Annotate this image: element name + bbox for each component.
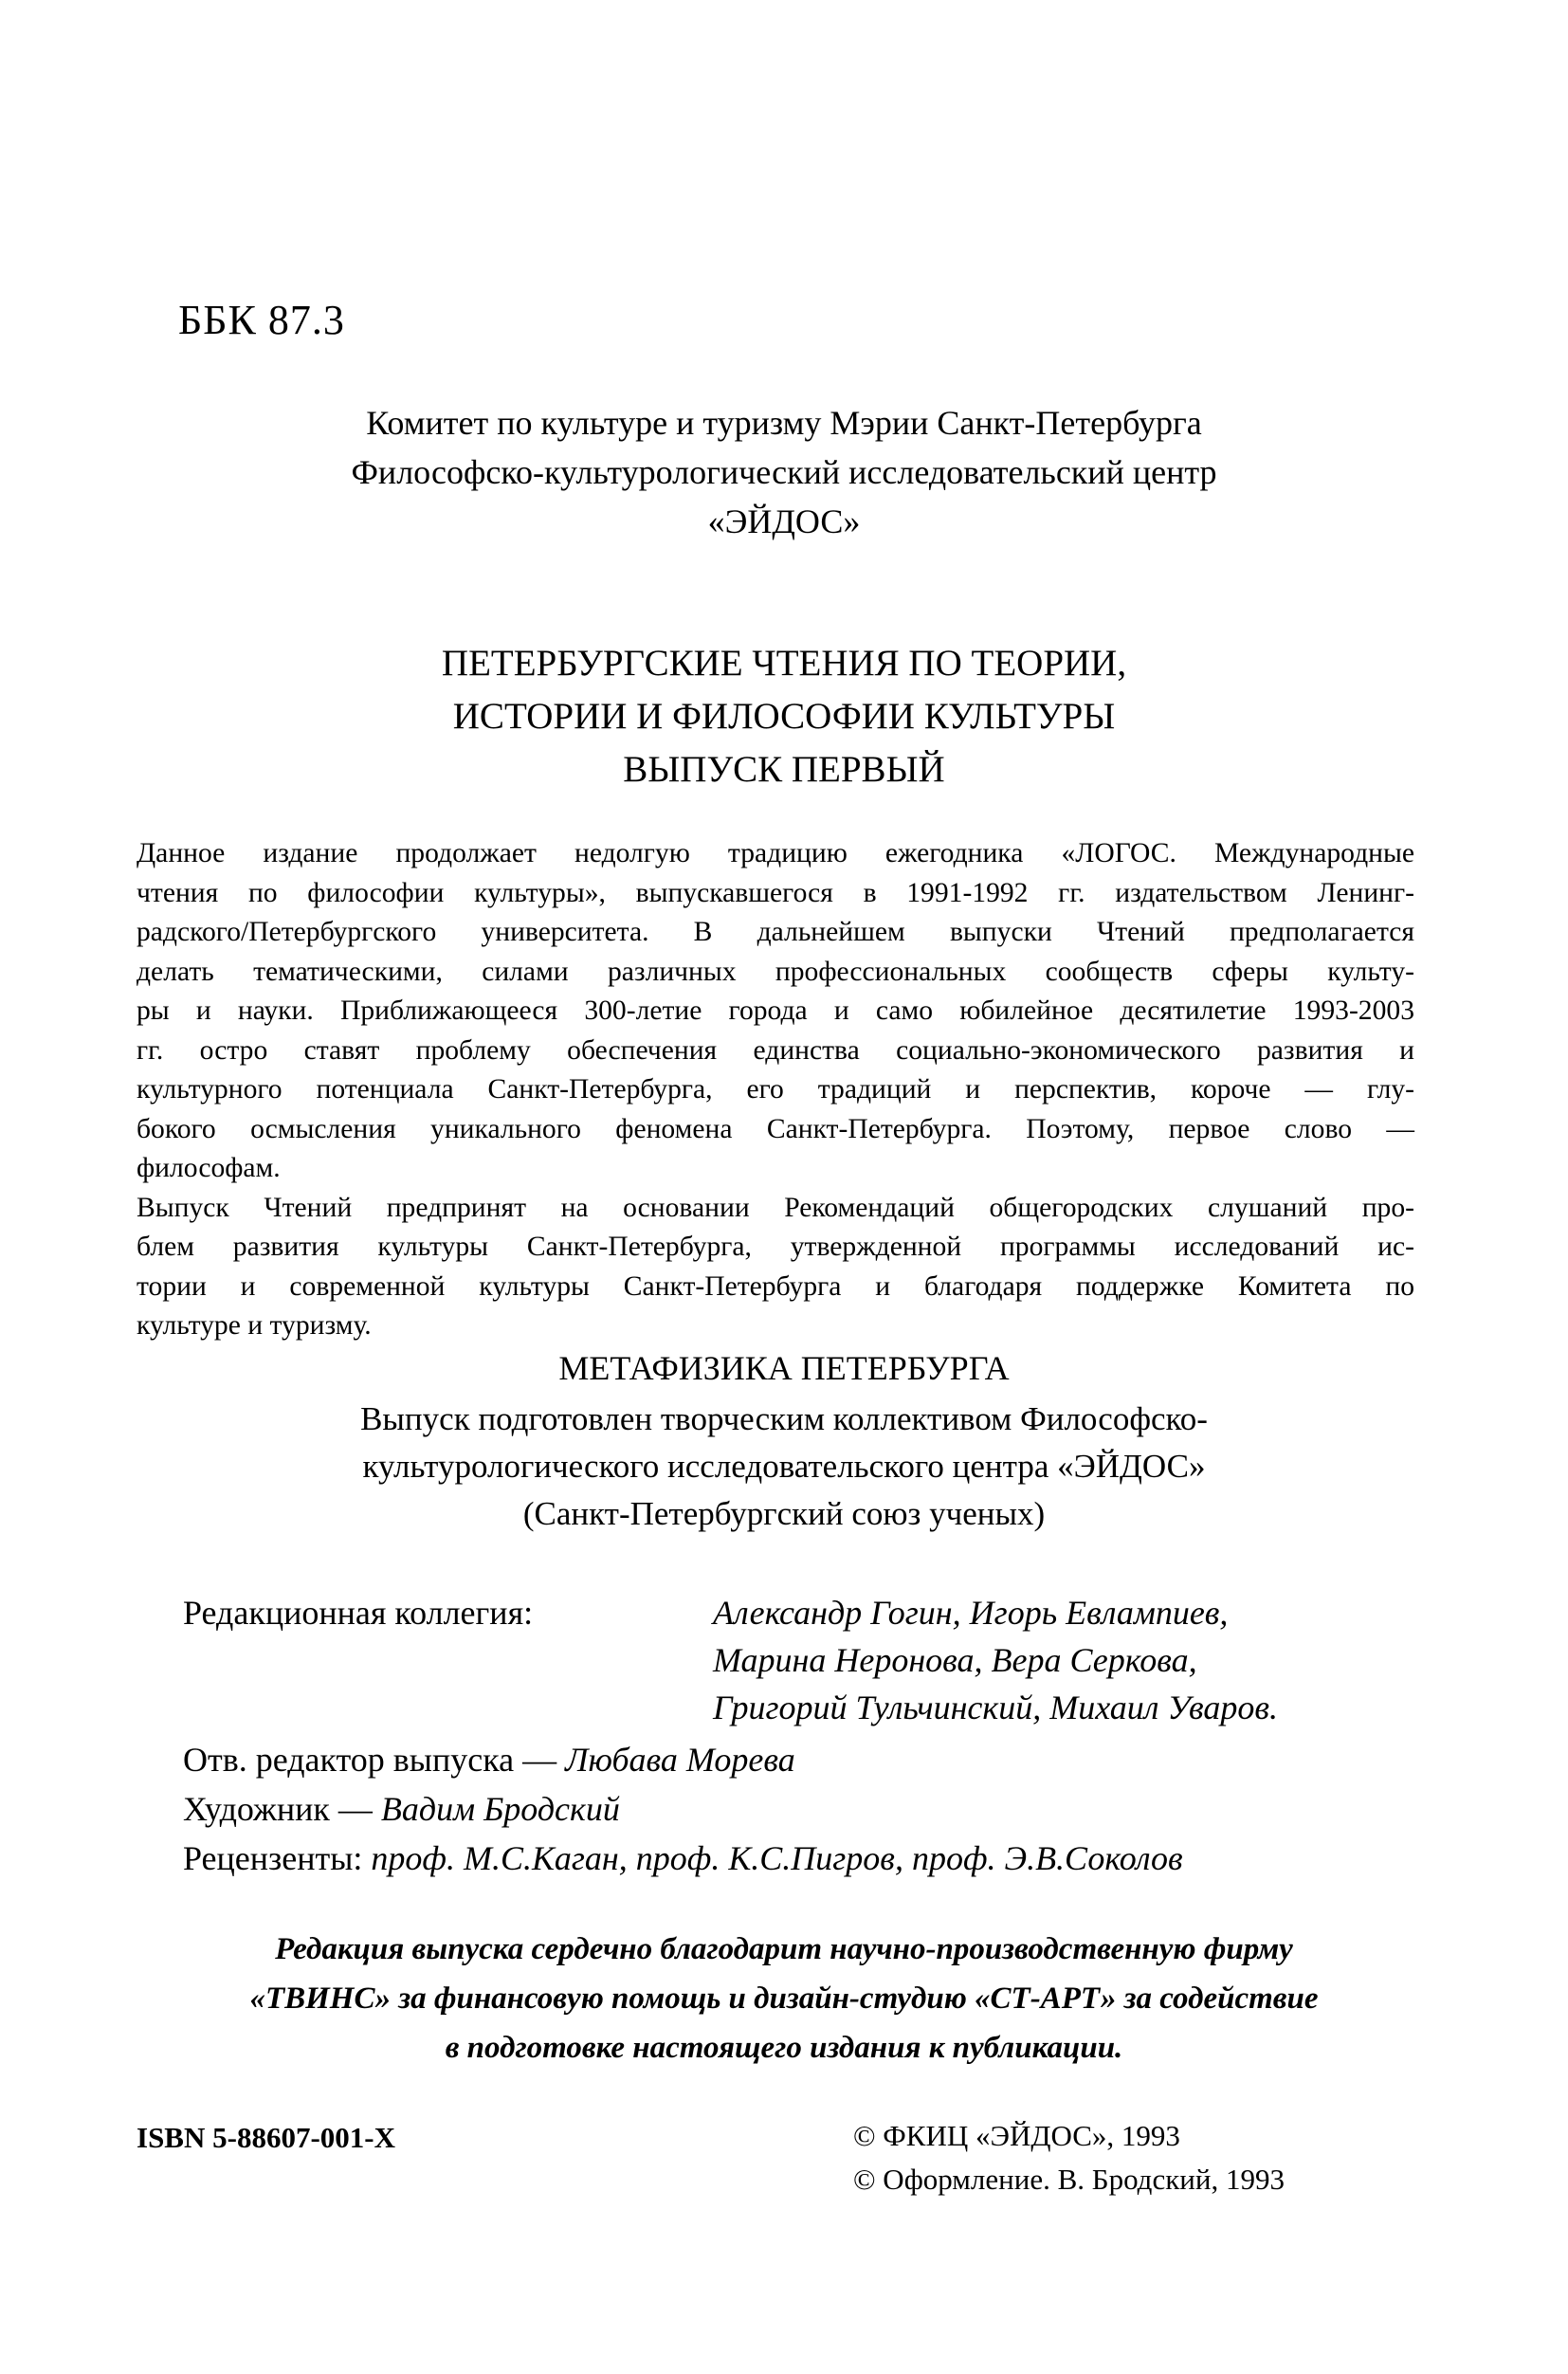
- org-line: «ЭЙДОС»: [707, 502, 861, 540]
- acknowledgement-line: в подготовке настоящего издания к публикации.: [445, 2031, 1123, 2065]
- prepared-by-block: [0, 1396, 1568, 1538]
- description-line: Данное издание продолжает недолгую традицию ежегодника «ЛОГОС. Международные: [137, 838, 1414, 868]
- editorial-board-label: Редакционная коллегия:: [183, 1594, 534, 1632]
- editor-credit: [183, 1735, 1183, 1784]
- reviewers-credit: [183, 1834, 1183, 1883]
- prepared-line: (Санкт-Петербургский союз ученых): [522, 1495, 1046, 1532]
- org-line: Философско-культурологический исследовательский центр: [351, 453, 1217, 491]
- acknowledgement-line: Редакция выпуска сердечно благодарит научно-производственную фирму: [275, 1932, 1293, 1966]
- editorial-board-members: [713, 1589, 1278, 1731]
- section-title: МЕТАФИЗИКА ПЕТЕРБУРГА: [558, 1349, 1010, 1387]
- description-line: чтения по философии культуры», выпускавшегося в 1991-1992 гг. издательством Ленинг-: [137, 877, 1414, 908]
- editor-label: Отв. редактор выпуска —: [183, 1741, 566, 1779]
- isbn: ISBN 5-88607-001-X: [137, 2121, 395, 2154]
- board-line: Григорий Тульчинский, Михаил Уваров.: [713, 1689, 1278, 1726]
- artist-name: Вадим Бродский: [380, 1790, 620, 1828]
- board-line: Александр Гогин, Игорь Евлампиев,: [713, 1594, 1229, 1632]
- description-paragraph: [137, 834, 1414, 1346]
- copyright-line: © Оформление. В. Бродский, 1993: [853, 2163, 1285, 2196]
- artist-credit: [183, 1784, 1183, 1834]
- copyright-block: [853, 2114, 1285, 2201]
- acknowledgement-block: [0, 1925, 1568, 2073]
- title-line: ПЕТЕРБУРГСКИЕ ЧТЕНИЯ ПО ТЕОРИИ,: [441, 643, 1127, 684]
- description-line: ры и науки. Приближающееся 300-летие города и само юбилейное десятилетие 1993-2003: [137, 995, 1414, 1026]
- description-line: культурного потенциала Санкт-Петербурга, его традиций и перспектив, короче — глу-: [137, 1074, 1414, 1105]
- description-line: делать тематическими, силами различных профессиональных сообществ сферы культу-: [137, 956, 1414, 987]
- description-line: гг. остро ставят проблему обеспечения единства социально-экономического развития и: [137, 1034, 1414, 1066]
- reviewers-names: проф. М.С.Каган, проф. К.С.Пигров, проф. Э.В.Соколов: [371, 1839, 1183, 1877]
- main-title: [0, 637, 1568, 796]
- title-line: ВЫПУСК ПЕРВЫЙ: [623, 749, 945, 790]
- acknowledgement-line: «ТВИНС» за финансовую помощь и дизайн-студию «СТ-АРТ» за содействие: [249, 1981, 1319, 2016]
- description-line: бокого осмысления уникального феномена Санкт-Петербурга. Поэтому, первое слово —: [137, 1113, 1414, 1144]
- artist-label: Художник —: [183, 1790, 381, 1828]
- title-line: ИСТОРИИ И ФИЛОСОФИИ КУЛЬТУРЫ: [452, 696, 1116, 737]
- reviewers-label: Рецензенты:: [183, 1839, 372, 1877]
- bbk-code: ББК 87.3: [178, 297, 345, 343]
- description-line: тории и современной культуры Санкт-Петербурга и благодаря поддержке Комитета по: [137, 1270, 1414, 1302]
- prepared-line: культурологического исследовательского центра «ЭЙДОС»: [362, 1448, 1206, 1485]
- description-line: радского/Петербургского университета. В дальнейшем выпуски Чтений предполагается: [137, 917, 1414, 947]
- org-line: Комитет по культуре и туризму Мэрии Санкт-Петербурга: [366, 404, 1202, 442]
- editor-name: Любава Морева: [565, 1741, 795, 1779]
- description-line: Выпуск Чтений предпринят на основании Рекомендаций общегородских слушаний про-: [137, 1192, 1414, 1223]
- prepared-line: Выпуск подготовлен творческим коллективом Философско-: [360, 1400, 1208, 1437]
- organization-block: [0, 398, 1568, 546]
- copyright-line: © ФКИЦ «ЭЙДОС», 1993: [853, 2119, 1180, 2152]
- description-line: культуре и туризму.: [137, 1310, 372, 1341]
- description-line: философам.: [137, 1153, 281, 1183]
- description-line: блем развития культуры Санкт-Петербурга, утвержденной программы исследований ис-: [137, 1232, 1414, 1262]
- board-line: Марина Неронова, Вера Серкова,: [713, 1641, 1197, 1679]
- credits-block: [183, 1735, 1183, 1883]
